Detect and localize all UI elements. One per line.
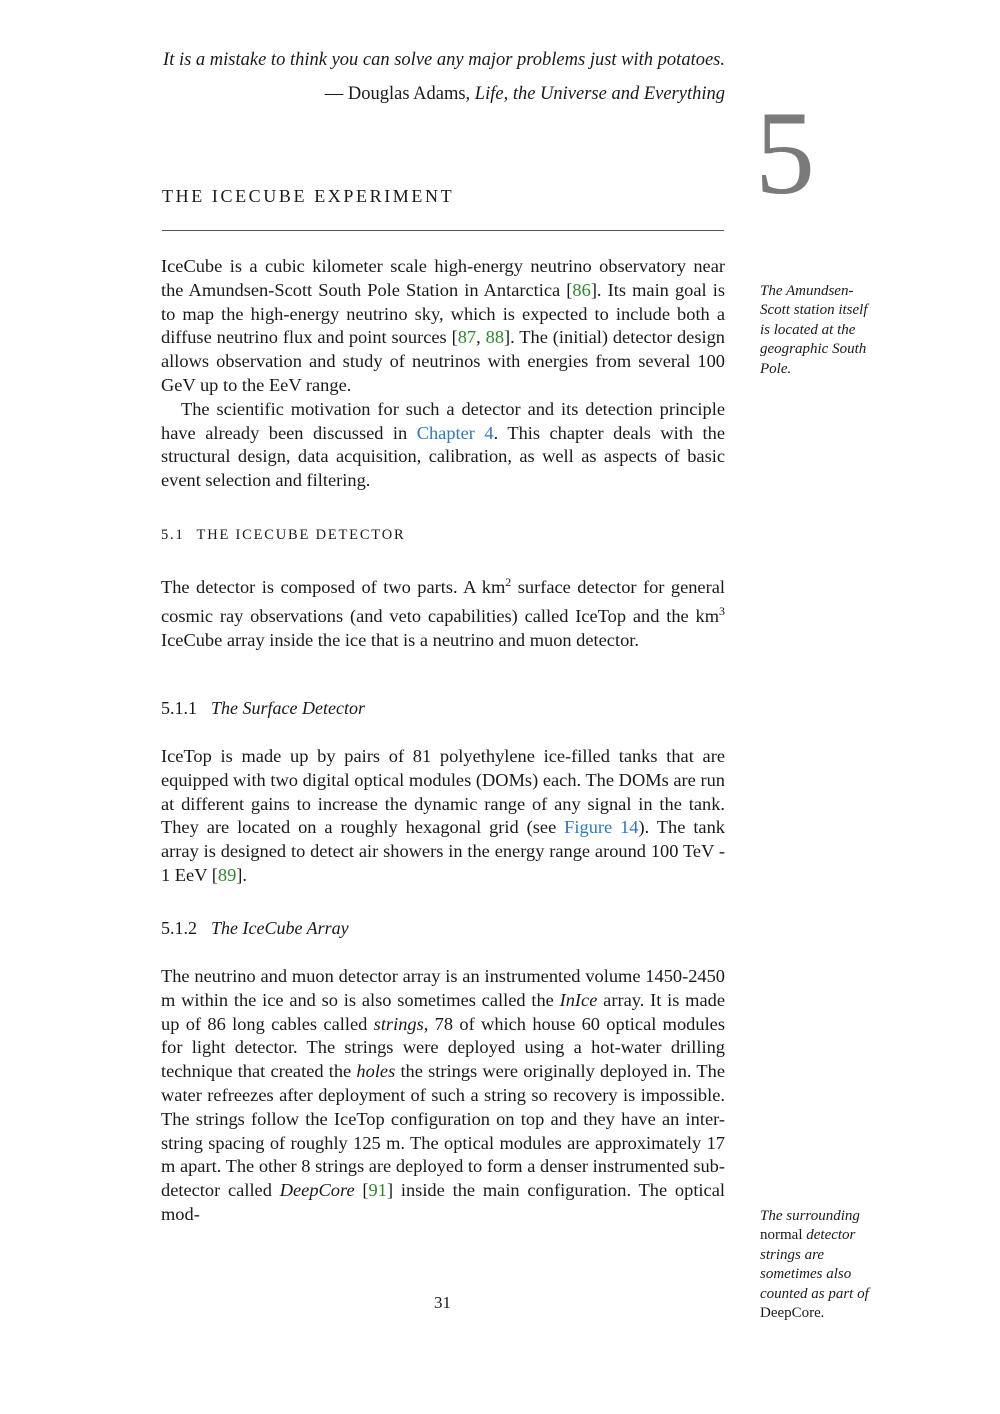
epigraph-author: — Douglas Adams,	[324, 84, 475, 104]
section-5-1-2-text	[161, 965, 725, 1227]
intro-paragraph-1: IceCube is a cubic kilometer scale high-energy neutrino observatory near the Amundsen-Scott South Pole Station in Antarctica [86]. Its main goal is to map the high-energy neutrino sky, which is expected to include both a diffuse neutrino flux and point sources [87, 88]. The (initial) detector design allows observation and study of neutrinos with energies from several 100 GeV up to the EeV range.	[161, 256, 726, 395]
subsection-title: The Surface Detector	[211, 698, 365, 718]
subsection-heading-5-1-2	[161, 918, 349, 939]
epigraph-work: Life, the Universe and Everything	[474, 84, 725, 104]
citation-link[interactable]: 88	[485, 327, 505, 348]
section-5-1-paragraph: The detector is composed of two parts. A $km^2$ surface detector for general cosmic ray observations (and veto capabilities) called IceTop and the $km^3$ IceCube array inside the ice that is a neutrino and muon detector.	[161, 575, 725, 650]
margin-note-station: The Amundsen-Scott station itself is located at the geographic South Pole.	[760, 283, 868, 377]
citation-link[interactable]: 91	[368, 1180, 387, 1201]
emphasis: DeepCore	[279, 1180, 355, 1201]
margin-note-deepcore: The surrounding normal detector strings are sometimes also counted as part of DeepCore.	[760, 1208, 869, 1322]
subsection-number: 5.1.2	[161, 918, 197, 938]
citation-link[interactable]: 89	[217, 864, 237, 885]
subsection-number: 5.1.1	[161, 698, 197, 718]
emphasis: InIce	[559, 989, 598, 1010]
subsection-title: The IceCube Array	[211, 918, 349, 938]
section-5-1-2-paragraph: The neutrino and muon detector array is an instrumented volume 1450-2450 m within the ice and so is also sometimes called the InIce array. It is made up of 86 long cables called strings, 78 of which house 60 optical modules for light detector. The strings were deployed using a hot-water drilling technique that created the holes the strings were originally deployed in. The water refreezes after deployment of such a string so recovery is impossible. The strings follow the IceTop configuration on top and they have an inter-string spacing of roughly 125 m. The optical modules are approximately 17 m apart. The other 8 strings are deployed to form a denser instrumented sub-detector called DeepCore [91] inside the main configuration. The optical mod-	[161, 966, 725, 1224]
citation-link[interactable]: 86	[572, 279, 591, 300]
chapter-crossref-link[interactable]: Chapter 4	[416, 422, 494, 443]
chapter-number: 5	[755, 86, 815, 219]
intro-text	[161, 255, 725, 493]
chapter-rule	[162, 230, 724, 231]
section-number: 5.1	[161, 527, 185, 543]
epigraph-attribution	[160, 82, 725, 106]
epigraph-quote: It is a mistake to think you can solve any major problems just with potatoes.	[163, 50, 725, 70]
section-heading-5-1	[161, 527, 405, 544]
intro-paragraph-2: The scientific motivation for such a detector and its detection principle have already been discussed in Chapter 4. This chapter deals with the structural design, data acquisition, calibration, as well as aspects of basic event selection and filtering.	[161, 398, 725, 491]
page-number: 31	[434, 1293, 451, 1312]
section-5-1-text	[161, 571, 725, 653]
section-5-1-1-paragraph: IceTop is made up by pairs of 81 polyethylene ice-filled tanks that are equipped with two digital optical modules (DOMs) each. The DOMs are run at different gains to increase the dynamic range of any signal in the tank. They are located on a roughly hexagonal grid (see Figure 14). The tank array is designed to detect air showers in the energy range around 100 TeV - 1 EeV [89].	[161, 746, 725, 885]
section-title: THE ICECUBE DETECTOR	[196, 527, 406, 543]
emphasis: strings	[373, 1013, 424, 1034]
superscript: 2	[505, 575, 512, 589]
citation-link[interactable]: 87	[457, 327, 477, 348]
section-5-1-1-text	[161, 745, 725, 888]
emphasis: holes	[356, 1061, 396, 1082]
figure-crossref-link[interactable]: Figure 14	[564, 817, 639, 838]
chapter-title: THE ICECUBE EXPERIMENT	[162, 186, 455, 206]
subsection-heading-5-1-1	[161, 698, 365, 719]
superscript: 3	[719, 603, 725, 618]
